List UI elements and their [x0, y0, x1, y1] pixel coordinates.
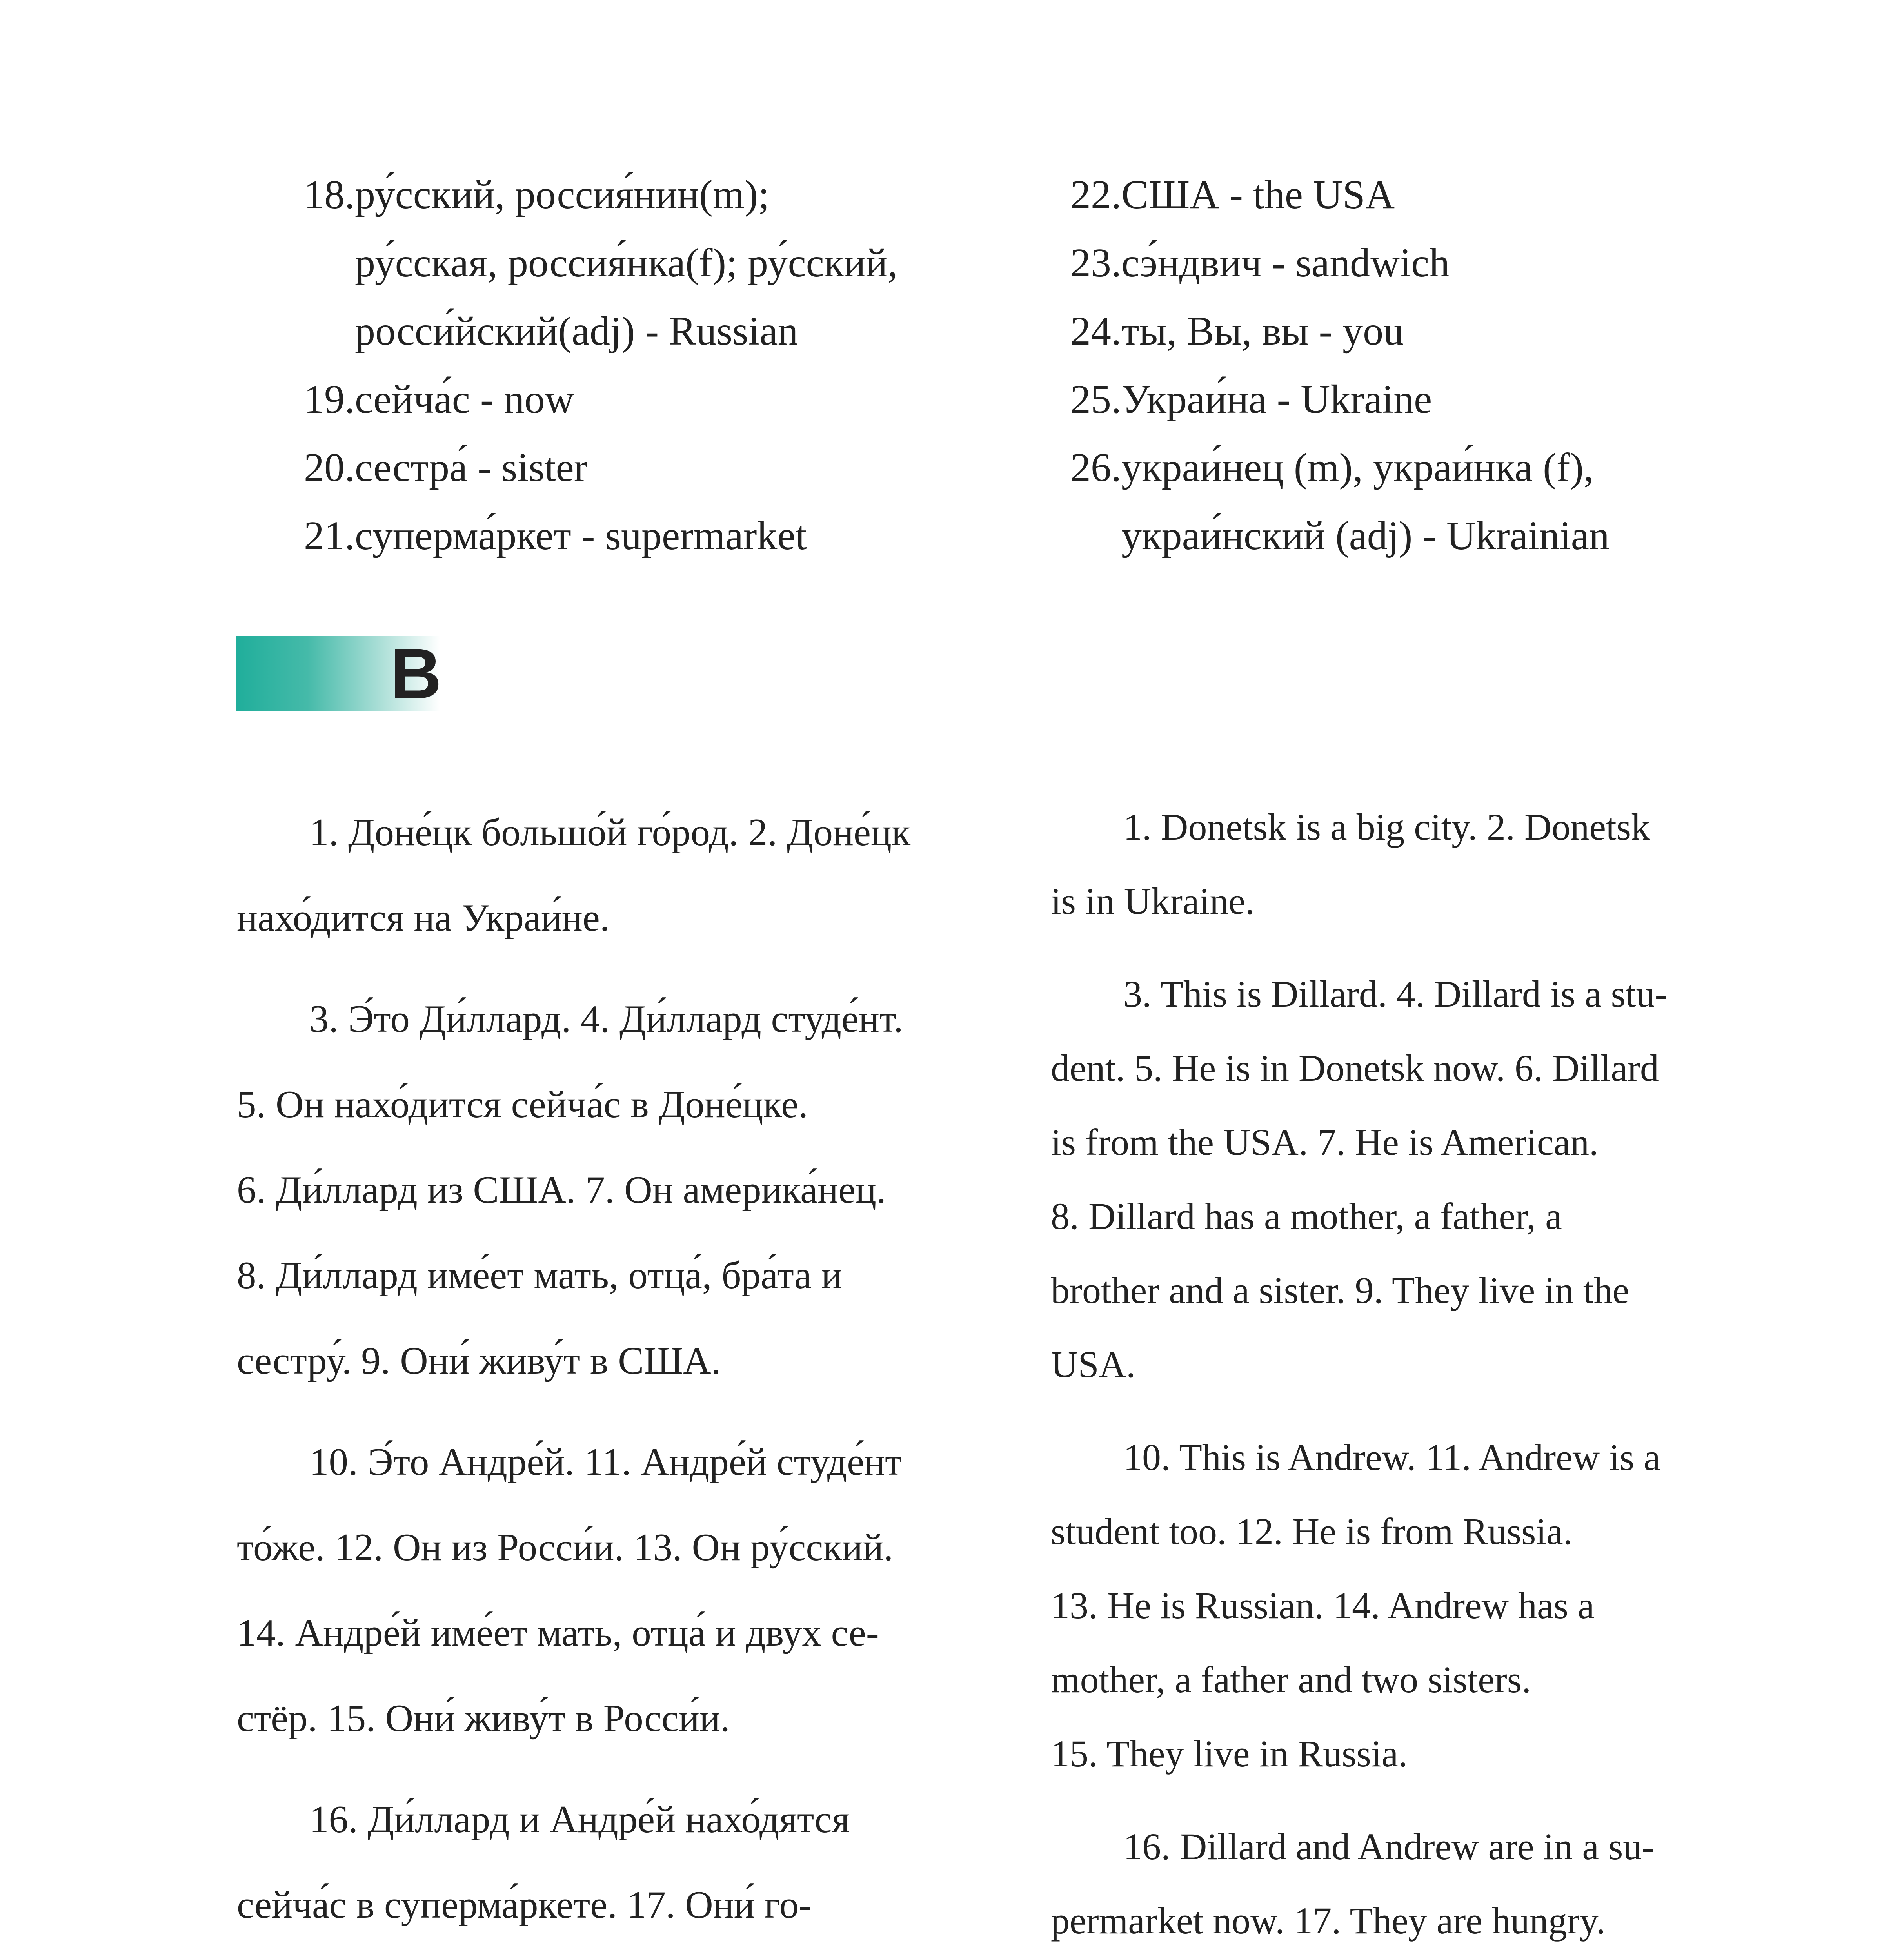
- english-text-line: 8. Dillard has a mother, a father, a: [1051, 1195, 1562, 1237]
- english-text-line: is in Ukraine.: [1051, 880, 1255, 922]
- vocab-line: США - the USA: [1121, 172, 1395, 217]
- vocab-number: 19.: [304, 377, 355, 422]
- english-paragraph: [1051, 1809, 1733, 1960]
- vocab-item: [292, 434, 1037, 502]
- vocab-number: 21.: [304, 513, 355, 558]
- vocab-number: 26.: [1070, 445, 1121, 490]
- english-text-line: dent. 5. He is in Donetsk now. 6. Dillard: [1051, 1047, 1659, 1089]
- english-text-line: 13. He is Russian. 14. Andrew has a: [1051, 1584, 1595, 1626]
- vocab-number: 25.: [1070, 377, 1121, 422]
- english-text-line: permarket now. 17. They are hungry.: [1051, 1900, 1606, 1942]
- russian-text-column: [237, 790, 1021, 1960]
- english-text-line: USA.: [1051, 1343, 1136, 1385]
- english-text-line: brother and a sister. 9. They live in the: [1051, 1269, 1629, 1311]
- vocab-text: [1121, 365, 1762, 434]
- russian-text-line: [237, 1948, 1021, 1960]
- vocab-line: ру́сская, россия́нка(f); ру́сский,: [355, 240, 898, 285]
- english-text-line: [1051, 1958, 1733, 1960]
- russian-text-line: 5. Он нахо́дится сейча́с в Доне́цке.: [237, 1083, 808, 1126]
- russian-paragraph: [237, 1419, 1021, 1761]
- russian-paragraph: [237, 1777, 1021, 1960]
- english-text-line: mother, a father and two sisters.: [1051, 1659, 1531, 1700]
- russian-text-line: стёр. 15. Они́ живу́т в Росси́и.: [237, 1697, 730, 1740]
- russian-text-line: 8. Ди́ллард име́ет мать, отца́, бра́та и: [237, 1254, 842, 1297]
- english-text-line: student too. 12. He is from Russia.: [1051, 1510, 1573, 1552]
- vocab-item: [292, 161, 1037, 365]
- vocab-list-left: [292, 161, 1037, 570]
- vocab-line: росси́йский(adj) - Russian: [355, 309, 798, 354]
- russian-text-line: сестру́. 9. Они́ живу́т в США.: [237, 1339, 721, 1382]
- vocab-text: [1121, 434, 1762, 570]
- russian-paragraph: [237, 790, 1021, 961]
- vocab-text: [355, 161, 1037, 365]
- vocab-number: 23.: [1070, 240, 1121, 285]
- vocab-text: [1121, 297, 1762, 365]
- english-text-column: [1051, 790, 1733, 1960]
- vocab-line: ру́сский, россия́нин(m);: [355, 172, 770, 217]
- vocab-text: [1121, 229, 1762, 297]
- english-text-line: 10. This is Andrew. 11. Andrew is a: [1123, 1436, 1660, 1478]
- vocab-text: [355, 434, 1037, 502]
- vocab-list-right: [1057, 161, 1762, 570]
- vocab-line: сэ́ндвич - sandwich: [1121, 240, 1450, 285]
- vocab-item: [1057, 365, 1762, 434]
- english-text-line: 16. Dillard and Andrew are in a su-: [1123, 1826, 1655, 1867]
- vocab-line: сейча́с - now: [355, 377, 574, 422]
- vocab-number: 18.: [304, 172, 355, 217]
- vocab-item: [292, 502, 1037, 570]
- vocab-line: Украи́на - Ukraine: [1121, 377, 1432, 422]
- vocab-text: [355, 365, 1037, 434]
- russian-text-line: 3. Э́то Ди́ллард. 4. Ди́ллард студе́нт.: [309, 998, 903, 1040]
- vocab-item: [292, 365, 1037, 434]
- english-text-line: 15. They live in Russia.: [1051, 1733, 1408, 1775]
- english-paragraph: [1051, 790, 1733, 938]
- section-header: [236, 633, 442, 713]
- english-paragraph: [1051, 957, 1733, 1401]
- russian-text-line: 6. Ди́ллард из США. 7. Он америка́нец.: [237, 1169, 886, 1211]
- vocab-number: 22.: [1070, 172, 1121, 217]
- english-text-line: 1. Donetsk is a big city. 2. Donetsk: [1123, 806, 1650, 848]
- section-letter: B: [390, 633, 442, 713]
- vocab-number: 20.: [304, 445, 355, 490]
- vocab-item: [1057, 161, 1762, 229]
- vocab-line: суперма́ркет - supermarket: [355, 513, 807, 558]
- english-paragraph: [1051, 1420, 1733, 1791]
- russian-text-line: нахо́дится на Украи́не.: [237, 897, 610, 939]
- vocab-line: украи́нец (m), украи́нка (f),: [1121, 445, 1594, 490]
- vocab-text: [1121, 161, 1762, 229]
- vocab-text: [355, 502, 1037, 570]
- vocab-item: [1057, 229, 1762, 297]
- russian-text-line: 1. Доне́цк большо́й го́род. 2. Доне́цк: [309, 811, 911, 854]
- russian-text-line: то́же. 12. Он из Росси́и. 13. Он ру́сский.: [237, 1526, 894, 1569]
- russian-text-line: 16. Ди́ллард и Андре́й нахо́дятся: [309, 1798, 850, 1841]
- vocab-line: ты, Вы, вы - you: [1121, 309, 1404, 354]
- russian-text-line: сейча́с в суперма́ркете. 17. Они́ го-: [237, 1884, 812, 1926]
- russian-paragraph: [237, 976, 1021, 1404]
- english-text-line: is from the USA. 7. He is American.: [1051, 1121, 1599, 1163]
- russian-text-line: 14. Андре́й име́ет мать, отца́ и двух се-: [237, 1612, 879, 1654]
- vocab-item: [1057, 434, 1762, 570]
- vocab-item: [1057, 297, 1762, 365]
- vocab-number: 24.: [1070, 309, 1121, 354]
- vocab-line: сестра́ - sister: [355, 445, 588, 490]
- vocab-line: украи́нский (adj) - Ukrainian: [1121, 513, 1610, 558]
- english-text-line: 3. This is Dillard. 4. Dillard is a stu-: [1123, 973, 1668, 1015]
- russian-text-line: 10. Э́то Андре́й. 11. Андре́й студе́нт: [309, 1441, 902, 1483]
